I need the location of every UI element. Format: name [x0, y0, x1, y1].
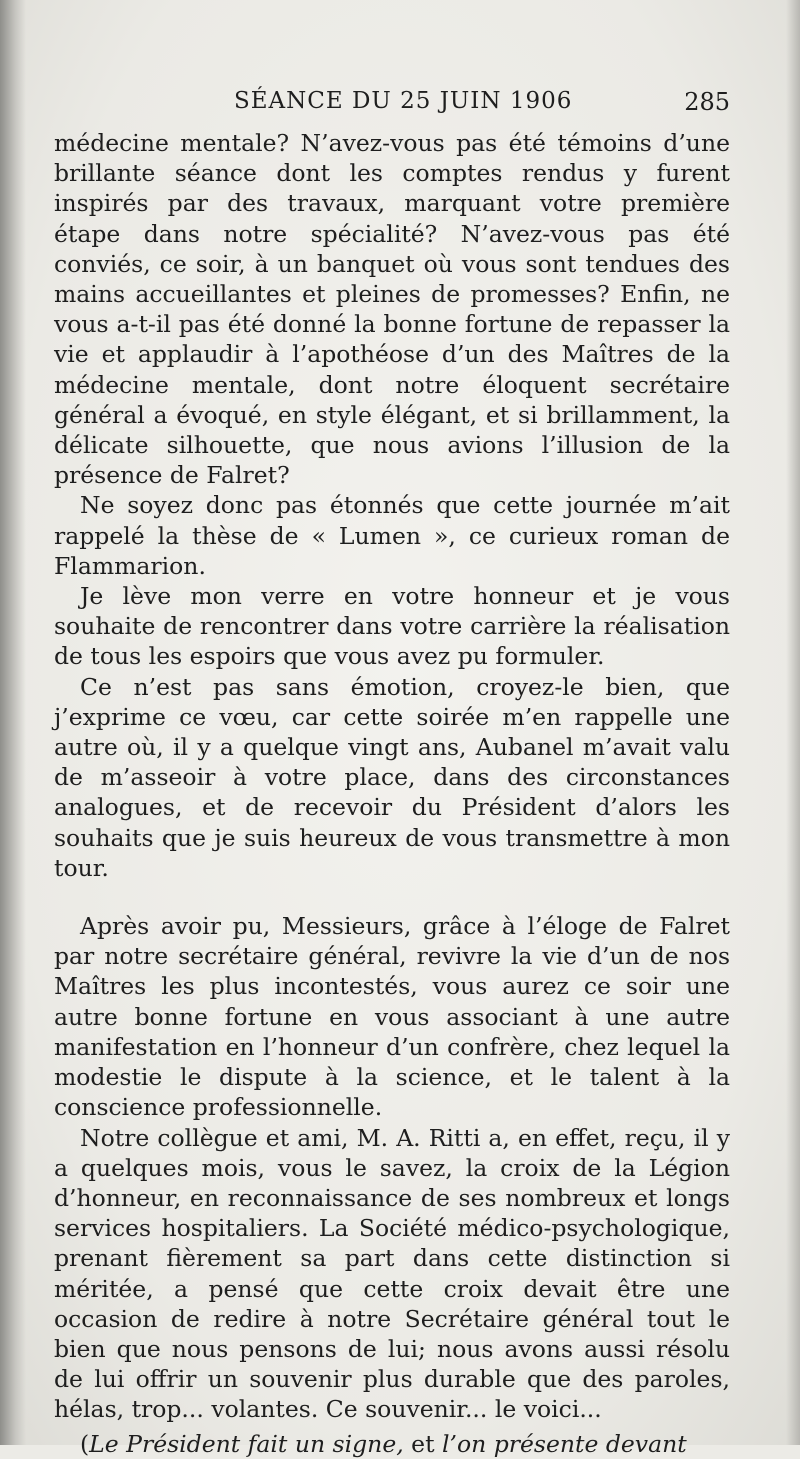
- page-header: [54, 88, 730, 122]
- running-head: SÉANCE DU 25 JUIN 1906: [234, 88, 573, 114]
- stage-direction: [54, 1429, 730, 1459]
- paragraph-2: Ne soyez donc pas étonnés que cette journée m’ait rappelé la thèse de « Lumen », ce curieux roman de Flammarion.: [54, 491, 730, 580]
- stage-direction-open: (: [80, 1429, 90, 1458]
- page-number: 285: [684, 88, 730, 116]
- paragraph-6: Notre collègue et ami, M. A. Ritti a, en effet, reçu, il y a quelques mois, vous le savez, la croix de la Légion d’honneur, en reconnaissance de ses nombreux et longs services hospitaliers. La Société médico-psychologique, prenant fièrement sa part dans cette distinction si méritée, a pensé que cette croix devait être une occasion de redire à notre Secrétaire général tout le bien que nous pensons de lui; nous avons aussi résolu de lui offrir un souvenir plus durable que des paroles, hélas, trop... volantes. Ce souvenir... le voici...: [54, 1123, 730, 1424]
- paragraph-4: Ce n’est pas sans émotion, croyez-le bien, que j’exprime ce vœu, car cette soirée m’en rappelle une autre où, il y a quelque vingt ans, Aubanel m’avait valu de m’asseoir à votre place, dans des circonstances analogues, et de recevoir du Président d’alors les souhaits que je suis heureux de vous transmettre à mon tour.: [54, 672, 730, 882]
- paragraph-5: Après avoir pu, Messieurs, grâce à l’éloge de Falret par notre secrétaire général, revivre la vie d’un de nos Maîtres les plus incontestés, vous aurez ce soir une autre bonne fortune en vous associant à une autre manifestation en l’honneur d’un confrère, chez lequel la modestie le dispute à la science, et le talent à la conscience professionnelle.: [54, 912, 730, 1122]
- stage-direction-italic-2: l’on présente devant: [442, 1429, 687, 1458]
- body-text: [54, 128, 730, 1459]
- paragraph-3: Je lève mon verre en votre honneur et je vous souhaite de rencontrer dans votre carrière la réalisation de tous les espoirs que vous avez pu formuler.: [54, 582, 730, 671]
- stage-direction-mid: et: [403, 1429, 442, 1458]
- paragraph-1: médecine mentale? N’avez-vous pas été témoins d’une brillante séance dont les comptes rendus y furent inspirés par des travaux, marquant votre première étape dans notre spécialité? N’avez-vous pas été conviés, ce soir, à un banquet où vous sont tendues des mains accueillantes et pleines de promesses? Enfin, ne vous a-t-il pas été donné la bonne fortune de repasser la vie et applaudir à l’apothéose d’un des Maîtres de la médecine mentale, dont notre éloquent secrétaire général a évoqué, en style élégant, et si brillamment, la délicate silhouette, que nous avions l’illusion de la présence de Falret?: [54, 129, 730, 490]
- stage-direction-italic-1: Le Président fait un signe,: [89, 1429, 404, 1458]
